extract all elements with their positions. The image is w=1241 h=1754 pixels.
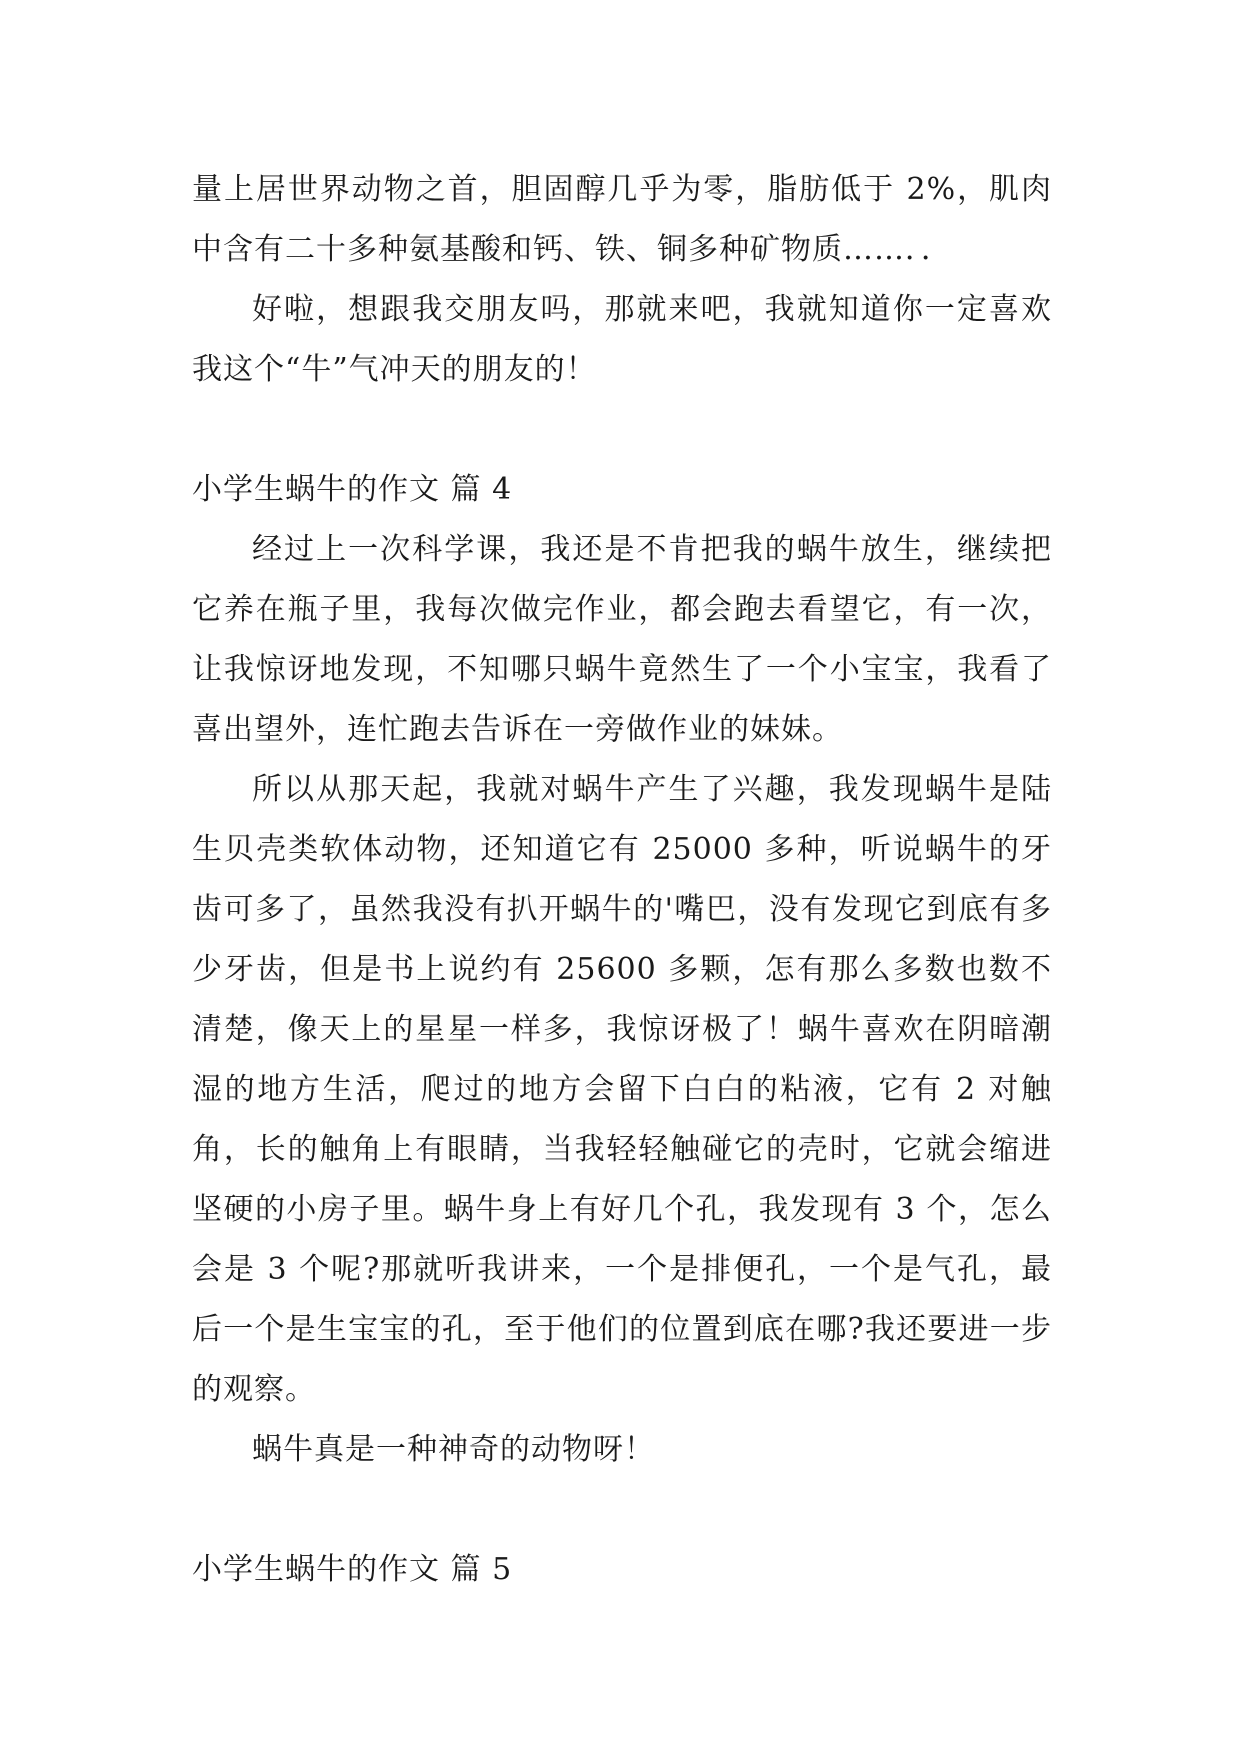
document-body [192, 160, 1052, 1600]
paragraph-baby-snail: 经过上一次科学课，我还是不肯把我的蜗牛放生，继续把它养在瓶子里，我每次做完作业，都会跑去看望它，有一次，让我惊讶地发现，不知哪只蜗牛竟然生了一个小宝宝，我看了喜出望外，连忙跑去告诉在一旁做作业的妹妹。 [192, 532, 1052, 747]
paragraph-snail-facts: 所以从那天起，我就对蜗牛产生了兴趣，我发现蜗牛是陆生贝壳类软体动物，还知道它有 25000 多种，听说蜗牛的牙齿可多了，虽然我没有扒开蜗牛的'嘴巴，没有发现它到底有多少牙齿，但是书上说约有 25600 多颗，怎有那么多数也数不清楚，像天上的星星一样多，我惊讶极了！蜗牛喜欢在阴暗潮湿的地方生活，爬过的地方会留下白白的粘液，它有 2 对触角，长的触角上有眼睛，当我轻轻触碰它的壳时，它就会缩进坚硬的小房子里。蜗牛身上有好几个孔，我发现有 3 个，怎么会是 3 个呢?那就听我讲来，一个是排便孔，一个是气孔，最后一个是生宝宝的孔，至于他们的位置到底在哪?我还要进一步的观察。 [192, 772, 1052, 1407]
section-heading-5: 小学生蜗牛的作文 篇 5 [192, 1552, 513, 1587]
paragraph-nutrition: 量上居世界动物之首，胆固醇几乎为零，脂肪低于 2%，肌肉中含有二十多种氨基酸和钙、铁、铜多种矿物质……．． [192, 172, 1052, 267]
paragraph-conclusion: 蜗牛真是一种神奇的动物呀！ [252, 1432, 655, 1467]
section-heading-4: 小学生蜗牛的作文 篇 4 [192, 472, 513, 507]
paragraph-friend-invite: 好啦，想跟我交朋友吗，那就来吧，我就知道你一定喜欢我这个“牛”气冲天的朋友的！ [192, 292, 1052, 387]
